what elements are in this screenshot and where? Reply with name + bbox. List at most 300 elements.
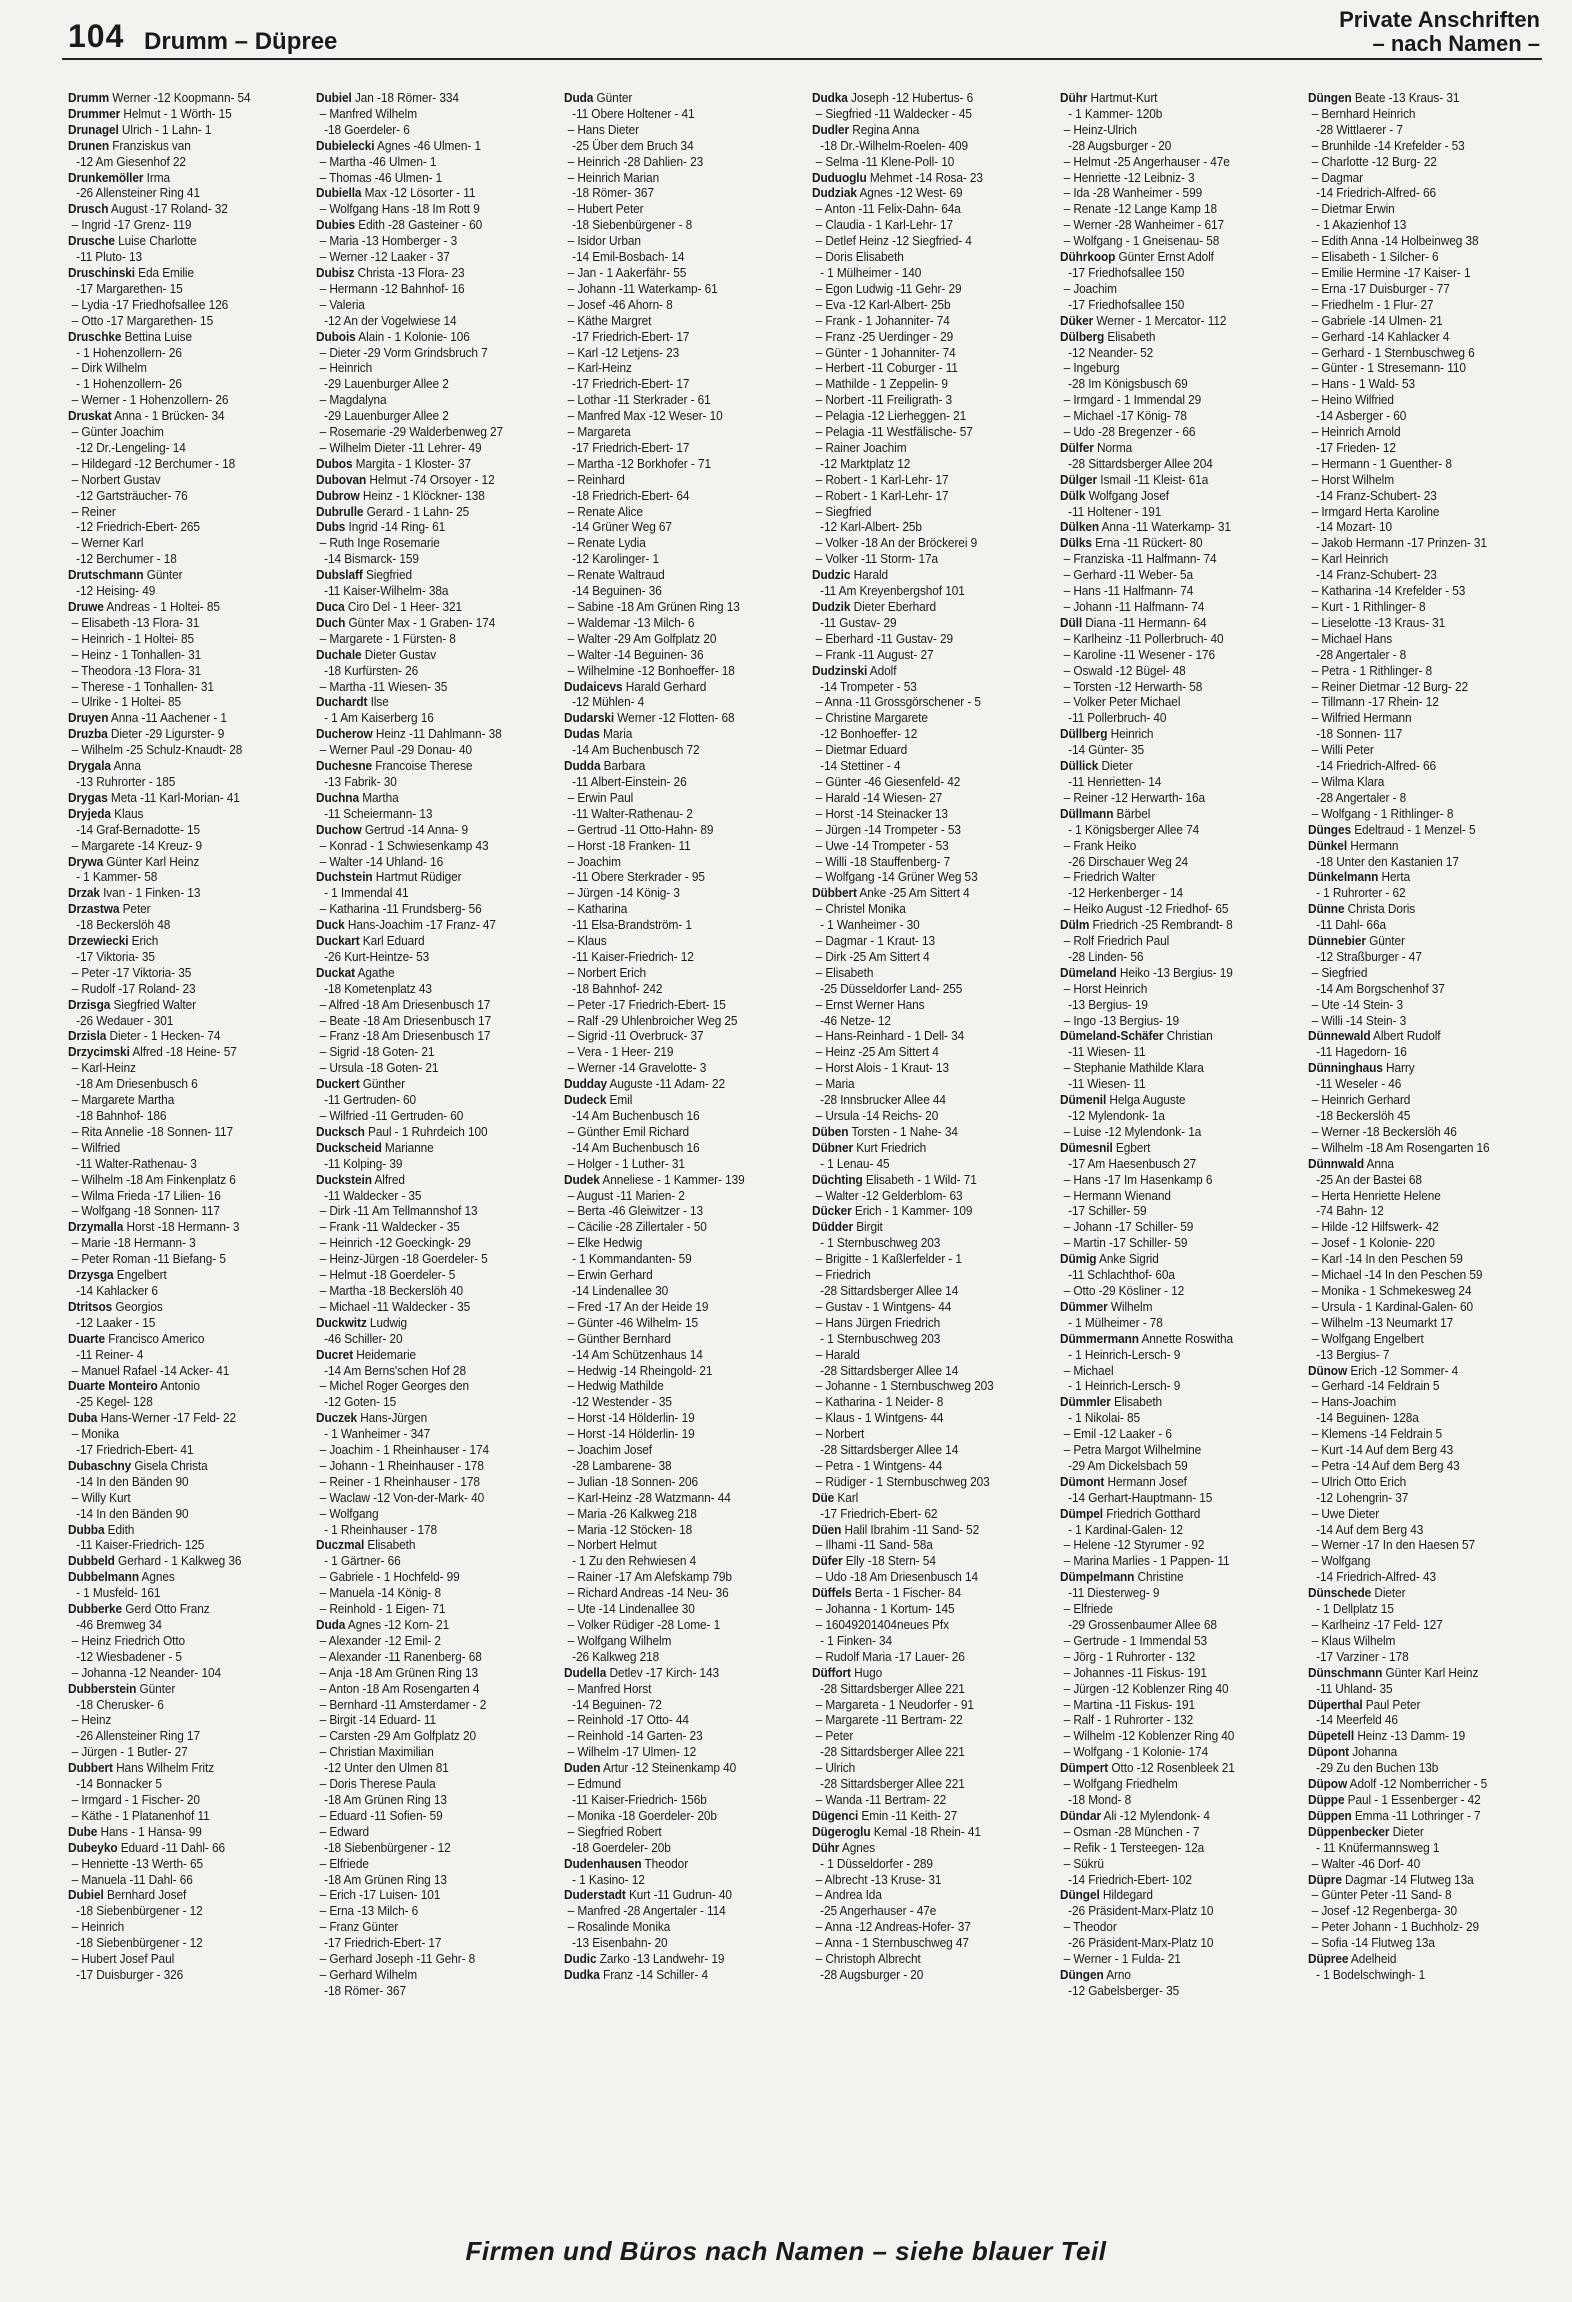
directory-subentry bbox=[1060, 1665, 1294, 1681]
directory-address-line bbox=[812, 1092, 1046, 1108]
entry-details: – Norbert Helmut bbox=[567, 1537, 657, 1553]
directory-entry bbox=[316, 185, 550, 201]
entry-details: – Wilfried -11 Gertruden- 60 bbox=[319, 1108, 464, 1123]
directory-subentry bbox=[564, 535, 798, 551]
directory-subentry bbox=[316, 1919, 550, 1935]
entry-details: -14 Grüner Weg 67 bbox=[572, 519, 672, 535]
entry-details: -18 Römer- 367 bbox=[324, 1982, 406, 1998]
entry-details: -46 Bremweg 34 bbox=[76, 1617, 162, 1632]
entry-details: – Bernhard -11 Amsterdamer - 2 bbox=[319, 1696, 487, 1712]
directory-subentry bbox=[316, 1903, 550, 1919]
directory-subentry bbox=[1308, 1188, 1542, 1204]
entry-details: – Hildegard -12 Berchumer - 18 bbox=[71, 455, 236, 471]
directory-address-line bbox=[1308, 1108, 1542, 1124]
directory-subentry bbox=[316, 1108, 550, 1124]
directory-subentry bbox=[316, 1299, 550, 1315]
directory-address-line bbox=[1308, 567, 1542, 583]
entry-details: -26 Allensteiner Ring 17 bbox=[76, 1728, 200, 1744]
entry-surname: Duckscheid bbox=[316, 1139, 382, 1155]
entry-details: – Peter -17 Friedrich-Ebert- 15 bbox=[567, 996, 726, 1012]
directory-subentry bbox=[564, 1919, 798, 1935]
directory-subentry bbox=[564, 647, 798, 663]
directory-entry bbox=[68, 1267, 302, 1283]
directory-subentry bbox=[564, 1267, 798, 1283]
entry-surname: Duarte Monteiro bbox=[68, 1378, 158, 1394]
directory-subentry bbox=[812, 297, 1046, 313]
entry-details: -28 Sittardsberger Allee 14 bbox=[820, 1362, 959, 1378]
entry-details: – Theodora -13 Flora- 31 bbox=[71, 662, 202, 678]
entry-surname: Druschinski bbox=[68, 264, 135, 280]
entry-details: -18 Friedrich-Ebert- 64 bbox=[572, 487, 690, 503]
directory-entry bbox=[1308, 1156, 1542, 1172]
entry-details: – Ida -28 Wanheimer - 599 bbox=[1063, 185, 1203, 201]
entry-details: – Anton -18 Am Rosengarten 4 bbox=[319, 1680, 480, 1696]
directory-subentry bbox=[564, 663, 798, 679]
directory-address-line bbox=[68, 1776, 302, 1792]
directory-entry bbox=[316, 567, 550, 583]
entry-details: -74 Bahn- 12 bbox=[1316, 1203, 1384, 1219]
directory-subentry bbox=[564, 297, 798, 313]
entry-details: -17 Friedrich-Ebert- 41 bbox=[76, 1442, 194, 1458]
entry-details: - 1 Kammer- 120b bbox=[1068, 105, 1163, 121]
entry-surname: Dudka bbox=[812, 90, 848, 105]
directory-address-line bbox=[1308, 1967, 1542, 1983]
entry-details: – Frank -11 Waldecker - 35 bbox=[319, 1219, 460, 1235]
directory-subentry bbox=[812, 408, 1046, 424]
directory-entry bbox=[1060, 519, 1294, 535]
entry-details: -14 Lindenallee 30 bbox=[572, 1282, 669, 1298]
directory-entry bbox=[1308, 1585, 1542, 1601]
directory-subentry bbox=[1308, 249, 1542, 265]
directory-entry bbox=[1060, 440, 1294, 456]
directory-address-line bbox=[1060, 774, 1294, 790]
directory-address-line bbox=[316, 1394, 550, 1410]
entry-details: – Dirk Wilhelm bbox=[71, 360, 147, 376]
directory-address-line bbox=[68, 1903, 302, 1919]
entry-details: – Willi -14 Stein- 3 bbox=[1311, 1012, 1407, 1028]
directory-entry bbox=[1060, 313, 1294, 329]
entry-details: – Cäcilie -28 Zillertaler - 50 bbox=[567, 1219, 707, 1235]
entry-details: -11 Holtener - 191 bbox=[1068, 503, 1162, 519]
entry-surname: Duarte bbox=[68, 1330, 106, 1346]
directory-entry bbox=[316, 790, 550, 806]
entry-details: Alain - 1 Kolonie- 106 bbox=[355, 328, 470, 344]
entry-details: Agathe bbox=[355, 964, 395, 980]
entry-details: – Reiner -12 Herwarth- 16a bbox=[1063, 789, 1206, 805]
entry-details: – Refik - 1 Tersteegen- 12a bbox=[1063, 1839, 1205, 1855]
entry-surname: Dünow bbox=[1308, 1362, 1348, 1378]
directory-subentry bbox=[564, 1028, 798, 1044]
entry-details: Heiko -13 Bergius- 19 bbox=[1116, 964, 1233, 980]
directory-entry bbox=[1060, 535, 1294, 551]
entry-surname: Dubois bbox=[316, 328, 356, 344]
directory-address-line bbox=[812, 917, 1046, 933]
entry-details: – Margarete Martha bbox=[71, 1092, 175, 1108]
entry-details: Agnes bbox=[138, 1569, 175, 1585]
entry-surname: Dubbelmann bbox=[68, 1569, 139, 1585]
directory-address-line bbox=[1308, 1649, 1542, 1665]
directory-entry bbox=[812, 1522, 1046, 1538]
directory-address-line bbox=[68, 249, 302, 265]
entry-details: – Ingeburg bbox=[1063, 360, 1120, 376]
entry-details: -14 Bismarck- 159 bbox=[324, 551, 419, 567]
entry-details: Margita - 1 Kloster- 37 bbox=[352, 455, 472, 471]
directory-entry bbox=[316, 917, 550, 933]
directory-entry bbox=[1308, 822, 1542, 838]
directory-address-line bbox=[1060, 1617, 1294, 1633]
entry-details: – Manfred Horst bbox=[567, 1680, 652, 1696]
entry-surname: Dudaicevs bbox=[564, 678, 623, 694]
directory-entry bbox=[1308, 1363, 1542, 1379]
directory-subentry bbox=[812, 345, 1046, 361]
entry-details: -28 Sittardsberger Allee 221 bbox=[820, 1776, 965, 1792]
entry-details: Kurt Friedrich bbox=[853, 1139, 927, 1155]
directory-entry bbox=[68, 233, 302, 249]
directory-address-line bbox=[1308, 1681, 1542, 1697]
entry-details: Christa -13 Flora- 23 bbox=[354, 264, 465, 280]
entry-details: – Rita Annelie -18 Sonnen- 117 bbox=[71, 1123, 233, 1139]
entry-details: Norma bbox=[1093, 439, 1133, 455]
header-rule bbox=[62, 58, 1542, 60]
directory-subentry bbox=[1060, 1712, 1294, 1728]
entry-details: – Egon Ludwig -11 Gehr- 29 bbox=[815, 280, 962, 296]
directory-subentry bbox=[316, 1776, 550, 1792]
entry-details: – Friedrich Walter bbox=[1063, 869, 1156, 885]
entry-details: -17 Friedrich-Ebert- 17 bbox=[572, 439, 690, 455]
directory-address-line bbox=[316, 408, 550, 424]
entry-surname: Düpetell bbox=[1308, 1728, 1355, 1744]
directory-entry bbox=[1308, 838, 1542, 854]
entry-details: – Elisabeth bbox=[815, 964, 874, 980]
entry-details: – Siegfried bbox=[815, 503, 872, 519]
entry-details: – Beate -18 Am Driesenbusch 17 bbox=[319, 1012, 492, 1028]
entry-details: -18 Dr.-Wilhelm-Roelen- 409 bbox=[820, 137, 969, 153]
page-header bbox=[0, 0, 1572, 62]
entry-surname: Dünschede bbox=[1308, 1585, 1372, 1601]
entry-details: – Petra - 1 Rithlinger- 8 bbox=[1311, 662, 1433, 678]
entry-details: Artur -12 Steinenkamp 40 bbox=[600, 1760, 737, 1776]
directory-subentry bbox=[812, 504, 1046, 520]
entry-details: - 1 Kommandanten- 59 bbox=[572, 1251, 692, 1267]
directory-address-line bbox=[1060, 1792, 1294, 1808]
directory-subentry bbox=[564, 790, 798, 806]
directory-address-line bbox=[68, 917, 302, 933]
entry-details: – Wilhelm -13 Neumarkt 17 bbox=[1311, 1314, 1454, 1330]
directory-subentry bbox=[1308, 1856, 1542, 1872]
directory-subentry bbox=[1308, 1394, 1542, 1410]
directory-subentry bbox=[1060, 392, 1294, 408]
directory-address-line bbox=[316, 1792, 550, 1808]
directory-subentry bbox=[812, 997, 1046, 1013]
entry-details: -11 Reiner- 4 bbox=[76, 1346, 144, 1362]
directory-address-line bbox=[564, 742, 798, 758]
entry-details: – Hans-Reinhard - 1 Dell- 34 bbox=[815, 1028, 965, 1044]
entry-surname: Dümeland bbox=[1060, 964, 1117, 980]
entry-details: – Siegfried Robert bbox=[567, 1823, 662, 1839]
entry-details: – Günter -46 Wilhelm- 15 bbox=[567, 1314, 699, 1330]
directory-entry bbox=[316, 1315, 550, 1331]
entry-details: -12 Straßburger - 47 bbox=[1316, 948, 1422, 964]
entry-details: – Michael -17 König- 78 bbox=[1063, 408, 1187, 424]
directory-subentry bbox=[564, 1744, 798, 1760]
directory-subentry bbox=[1060, 1856, 1294, 1872]
directory-entry bbox=[1060, 1140, 1294, 1156]
entry-details: -25 Über dem Bruch 34 bbox=[572, 137, 694, 153]
directory-address-line bbox=[812, 1363, 1046, 1379]
entry-surname: Dührkoop bbox=[1060, 249, 1116, 265]
entry-details: – Maria -26 Kalkweg 218 bbox=[567, 1505, 697, 1521]
entry-surname: Dubslaff bbox=[316, 567, 363, 583]
entry-details: Theodor bbox=[641, 1855, 689, 1871]
entry-details: – Günter -46 Giesenfeld- 42 bbox=[815, 773, 961, 789]
directory-entry bbox=[68, 1044, 302, 1060]
entry-details: - 1 Wanheimer - 347 bbox=[324, 1426, 431, 1442]
entry-details: -14 Am Berns'schen Hof 28 bbox=[324, 1362, 466, 1378]
directory-subentry bbox=[564, 1824, 798, 1840]
directory-subentry bbox=[812, 106, 1046, 122]
entry-details: -12 Berchumer - 18 bbox=[76, 551, 177, 567]
entry-details: – Martha -46 Ulmen- 1 bbox=[319, 153, 437, 169]
entry-details: – Hedwig -14 Rheingold- 21 bbox=[567, 1362, 713, 1378]
entry-details: - 1 Düsseldorfer - 289 bbox=[820, 1855, 933, 1871]
entry-surname: Dudzik bbox=[812, 599, 851, 614]
entry-details: -28 Sittardsberger Allee 14 bbox=[820, 1442, 959, 1458]
directory-entry bbox=[812, 1665, 1046, 1681]
directory-address-line bbox=[1060, 1203, 1294, 1219]
entry-details: – Martina -11 Fiskus- 191 bbox=[1063, 1696, 1196, 1712]
directory-entry bbox=[1060, 806, 1294, 822]
entry-details: Dieter bbox=[1389, 1823, 1424, 1839]
entry-details: – Peter bbox=[815, 1728, 854, 1744]
directory-address-line bbox=[1060, 1410, 1294, 1426]
entry-details: – Horst -14 Hölderlin- 19 bbox=[567, 1426, 695, 1442]
entry-details: -26 Kurt-Heintze- 53 bbox=[324, 948, 430, 964]
entry-surname: Dudeck bbox=[564, 1092, 607, 1108]
directory-entry bbox=[68, 1378, 302, 1394]
entry-details: – Franziska -11 Halfmann- 74 bbox=[1063, 551, 1217, 567]
entry-details: Wilhelm bbox=[1107, 1298, 1153, 1314]
entry-surname: Dügeroglu bbox=[812, 1823, 871, 1839]
directory-subentry bbox=[812, 710, 1046, 726]
entry-details: – Hilde -12 Hilfswerk- 42 bbox=[1311, 1219, 1439, 1235]
entry-details: – Horst Wilhelm bbox=[1311, 471, 1395, 487]
directory-subentry bbox=[316, 440, 550, 456]
directory-address-line bbox=[316, 885, 550, 901]
entry-details: -14 Gerhart-Hauptmann- 15 bbox=[1068, 1489, 1213, 1505]
directory-address-line bbox=[564, 583, 798, 599]
entry-surname: Drzymalla bbox=[68, 1219, 124, 1235]
entry-details: -18 Bahnhof- 242 bbox=[572, 980, 663, 996]
entry-details: – Josef -12 Regenberga- 30 bbox=[1311, 1903, 1458, 1919]
directory-address-line bbox=[812, 1633, 1046, 1649]
entry-surname: Dülfer bbox=[1060, 439, 1094, 455]
entry-details: – Horst -14 Steinacker 13 bbox=[815, 805, 948, 821]
entry-details: Hildegard bbox=[1099, 1887, 1153, 1903]
entry-details: – Hermann - 1 Guenther- 8 bbox=[1311, 455, 1452, 471]
directory-address-line bbox=[564, 1935, 798, 1951]
entry-details: August -17 Roland- 32 bbox=[108, 201, 228, 217]
entry-details: -14 Meerfeld 46 bbox=[1316, 1712, 1398, 1728]
directory-subentry bbox=[1308, 631, 1542, 647]
directory-subentry bbox=[316, 1283, 550, 1299]
entry-details: -11 Schlachthof- 60a bbox=[1068, 1267, 1175, 1283]
directory-subentry bbox=[1060, 1601, 1294, 1617]
entry-details: – Henriette -13 Werth- 65 bbox=[71, 1855, 204, 1871]
entry-details: – Monika - 1 Schmekesweg 24 bbox=[1311, 1282, 1472, 1298]
entry-surname: Drunagel bbox=[68, 121, 119, 137]
directory-subentry bbox=[564, 313, 798, 329]
entry-details: Paul - 1 Essenberger - 42 bbox=[1344, 1791, 1481, 1807]
directory-address-line bbox=[812, 726, 1046, 742]
entry-details: -17 Schiller- 59 bbox=[1068, 1203, 1147, 1219]
directory-address-line bbox=[1308, 790, 1542, 806]
directory-address-line bbox=[68, 1076, 302, 1092]
entry-details: -17 Friedrich-Ebert- 17 bbox=[572, 376, 690, 392]
entry-surname: Duckat bbox=[316, 964, 356, 980]
entry-details: – Harald -14 Wiesen- 27 bbox=[815, 789, 943, 805]
directory-address-line bbox=[564, 329, 798, 345]
directory-subentry bbox=[812, 1537, 1046, 1553]
directory-address-line bbox=[316, 1983, 550, 1999]
directory-subentry bbox=[316, 1967, 550, 1983]
entry-details: -14 Am Buchenbusch 16 bbox=[572, 1108, 700, 1123]
entry-details: -11 Wiesen- 11 bbox=[1068, 1044, 1146, 1060]
entry-details: -28 Sittardsberger Allee 14 bbox=[820, 1282, 959, 1298]
directory-address-line bbox=[564, 106, 798, 122]
entry-surname: Duda bbox=[564, 90, 594, 105]
entry-details: – Uwe Dieter bbox=[1311, 1505, 1380, 1521]
directory-address-line bbox=[1308, 1076, 1542, 1092]
directory-entry bbox=[564, 1887, 798, 1903]
entry-details: – Kurt - 1 Rithlinger- 8 bbox=[1311, 599, 1426, 614]
entry-details: -11 Pollerbruch- 40 bbox=[1068, 710, 1167, 726]
directory-address-line bbox=[1060, 1044, 1294, 1060]
entry-details: – Irmgard - 1 Fischer- 20 bbox=[71, 1791, 200, 1807]
directory-entry bbox=[316, 726, 550, 742]
entry-details: Alfred -18 Heine- 57 bbox=[129, 1044, 237, 1060]
entry-details: – Martin -17 Schiller- 59 bbox=[1063, 1235, 1188, 1251]
entry-surname: Duchesne bbox=[316, 758, 373, 774]
entry-details: Anneliese - 1 Kammer- 139 bbox=[599, 1171, 745, 1187]
entry-details: Werner - 1 Mercator- 112 bbox=[1093, 312, 1227, 328]
directory-entry bbox=[68, 1028, 302, 1044]
directory-subentry bbox=[1060, 281, 1294, 297]
entry-details: -14 Stettiner - 4 bbox=[820, 758, 901, 774]
entry-details: – Werner - 1 Hohenzollern- 26 bbox=[71, 392, 229, 408]
entry-details: – Horst Alois - 1 Kraut- 13 bbox=[815, 1060, 950, 1076]
directory-address-line bbox=[316, 1522, 550, 1538]
entry-surname: Düpre bbox=[1308, 1871, 1342, 1887]
entry-details: – Otto -29 Kösliner - 12 bbox=[1063, 1282, 1185, 1298]
directory-entry bbox=[1308, 1060, 1542, 1076]
directory-subentry bbox=[1308, 997, 1542, 1013]
entry-details: -17 Am Haesenbusch 27 bbox=[1068, 1155, 1197, 1171]
directory-subentry bbox=[812, 1378, 1046, 1394]
entry-details: Agnes bbox=[839, 1839, 876, 1855]
entry-details: – Johannes -11 Fiskus- 191 bbox=[1063, 1664, 1207, 1680]
entry-surname: Ducksch bbox=[316, 1123, 365, 1139]
directory-address-line bbox=[316, 1872, 550, 1888]
entry-details: – Horst Heinrich bbox=[1063, 980, 1148, 996]
entry-details: – Hans -11 Halfmann- 74 bbox=[1063, 583, 1194, 599]
directory-address-line bbox=[1060, 1983, 1294, 1999]
directory-subentry bbox=[316, 1060, 550, 1076]
entry-details: Georgios bbox=[112, 1298, 163, 1314]
directory-entry bbox=[564, 726, 798, 742]
entry-details: – Gerhard -14 Feldrain 5 bbox=[1311, 1378, 1440, 1394]
directory-subentry bbox=[564, 1712, 798, 1728]
directory-entry bbox=[68, 1760, 302, 1776]
entry-details: -12 Herkenberger - 14 bbox=[1068, 885, 1183, 901]
directory-subentry bbox=[68, 424, 302, 440]
entry-details: - 1 Kasino- 12 bbox=[572, 1871, 645, 1887]
entry-details: – Heinrich bbox=[319, 360, 373, 376]
directory-subentry bbox=[1060, 694, 1294, 710]
directory-entry bbox=[1060, 1251, 1294, 1267]
directory-subentry bbox=[316, 1712, 550, 1728]
directory-subentry bbox=[1308, 376, 1542, 392]
entry-details: -14 Trompeter - 53 bbox=[820, 678, 917, 694]
entry-surname: Drutschmann bbox=[68, 567, 144, 583]
directory-subentry bbox=[1308, 345, 1542, 361]
entry-details: Kemal -18 Rhein- 41 bbox=[870, 1823, 981, 1839]
directory-address-line bbox=[1060, 997, 1294, 1013]
directory-address-line bbox=[812, 1681, 1046, 1697]
entry-details: – Walter -46 Dorf- 40 bbox=[1311, 1855, 1421, 1871]
entry-surname: Drzisla bbox=[68, 1028, 107, 1044]
directory-address-line bbox=[1308, 1410, 1542, 1426]
directory-subentry bbox=[1308, 1442, 1542, 1458]
entry-details: – Margarete -11 Bertram- 22 bbox=[815, 1712, 963, 1728]
entry-details: – Horst -18 Franken- 11 bbox=[567, 837, 691, 853]
entry-details: – Heiko August -12 Friedhof- 65 bbox=[1063, 901, 1229, 917]
directory-address-line bbox=[1060, 1076, 1294, 1092]
directory-address-line bbox=[68, 345, 302, 361]
entry-details: – Hermann -12 Bahnhof- 16 bbox=[319, 280, 465, 296]
entry-surname: Düpree bbox=[1308, 1951, 1349, 1967]
directory-subentry bbox=[1060, 583, 1294, 599]
entry-details: - 1 Mülheimer - 140 bbox=[820, 264, 922, 280]
entry-surname: Dubba bbox=[68, 1521, 105, 1537]
entry-details: -18 Beckerslöh 48 bbox=[76, 917, 171, 933]
entry-details: – Ulrich bbox=[815, 1760, 856, 1776]
entry-details: -12 Dr.-Lengeling- 14 bbox=[76, 439, 186, 455]
directory-entry bbox=[68, 1840, 302, 1856]
entry-surname: Düngen bbox=[1308, 90, 1352, 105]
directory-address-line bbox=[1308, 488, 1542, 504]
entry-details: – Eduard -11 Sofien- 59 bbox=[319, 1807, 443, 1823]
directory-address-line bbox=[68, 1585, 302, 1601]
directory-address-line bbox=[564, 774, 798, 790]
directory-subentry bbox=[1060, 1951, 1294, 1967]
directory-subentry bbox=[316, 838, 550, 854]
directory-entry bbox=[1060, 726, 1294, 742]
entry-details: – Petra - 1 Wintgens- 44 bbox=[815, 1457, 943, 1473]
directory-subentry bbox=[316, 1028, 550, 1044]
directory-address-line bbox=[68, 774, 302, 790]
entry-details: -11 Kaiser-Friedrich- 125 bbox=[76, 1537, 205, 1553]
directory-address-line bbox=[68, 440, 302, 456]
directory-subentry bbox=[316, 1013, 550, 1029]
directory-address-line bbox=[1060, 1585, 1294, 1601]
entry-surname: Duchale bbox=[316, 646, 362, 662]
entry-details: Gertrud -14 Anna- 9 bbox=[361, 821, 469, 837]
entry-details: – Eva -12 Karl-Albert- 25b bbox=[815, 296, 951, 312]
directory-subentry bbox=[68, 1792, 302, 1808]
directory-subentry bbox=[1060, 1649, 1294, 1665]
directory-subentry bbox=[1308, 424, 1542, 440]
entry-details: Hans-Jürgen bbox=[357, 1410, 428, 1426]
